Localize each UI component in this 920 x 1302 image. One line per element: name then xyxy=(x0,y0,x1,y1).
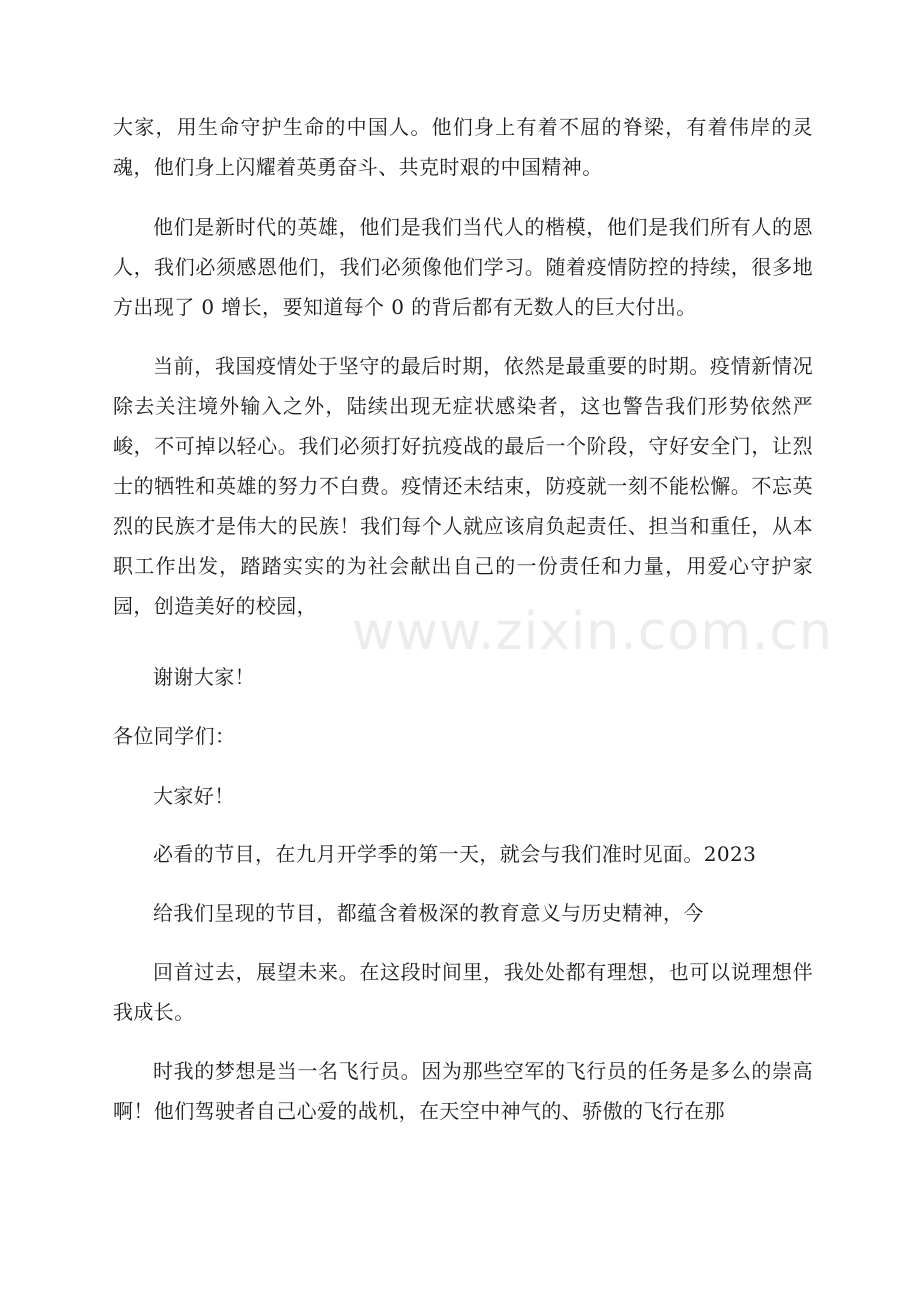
paragraph-8: 给我们呈现的节目，都蕴含着极深的教育意义与历史精神，今 xyxy=(153,901,704,925)
paragraph-2: 他们是新时代的英雄，他们是我们当代人的楷模，他们是我们所有人的恩人，我们必须感恩他们，我们必须像他们学习。随着疫情防控的持续，很多地方出现了 0 增长，要知道每个 0 的背后都有无数人的巨大付出。 xyxy=(113,215,813,319)
paragraph-3: 当前，我国疫情处于坚守的最后时期，依然是最重要的时期。疫情新情况除去关注境外输入之外，陆续出现无症状感染者，这也警告我们形势依然严峻，不可掉以轻心。我们必须打好抗疫战的最后一个阶段，守好安全门，让烈士的牺牲和英雄的努力不白费。疫情还未结束，防疫就一刻不能松懈。不忘英烈的民族才是伟大的民族！我们每个人就应该肩负起责任、担当和重任，从本职工作出发，踏踏实实的为社会献出自己的一份责任和力量，用爱心守护家园，创造美好的校园， xyxy=(113,354,813,618)
paragraph-9: 回首过去，展望未来。在这段时间里，我处处都有理想，也可以说理想伴我成长。 xyxy=(113,960,813,1024)
paragraph-10: 时我的梦想是当一名飞行员。因为那些空军的飞行员的任务是多么的崇高啊！他们驾驶者自己心爱的战机，在天空中神气的、骄傲的飞行在那 xyxy=(113,1059,813,1123)
paragraph-1: 大家，用生命守护生命的中国人。他们身上有着不屈的脊梁，有着伟岸的灵魂，他们身上闪耀着英勇奋斗、共克时艰的中国精神。 xyxy=(113,115,813,179)
watermark: www.zixin.com.cn xyxy=(352,602,833,662)
paragraph-4: 谢谢大家！ xyxy=(153,665,255,689)
paragraph-7: 必看的节目，在九月开学季的第一天，就会与我们准时见面。2023 xyxy=(153,842,757,866)
paragraph-6: 大家好！ xyxy=(153,784,235,808)
paragraph-5: 各位同学们： xyxy=(113,724,236,748)
